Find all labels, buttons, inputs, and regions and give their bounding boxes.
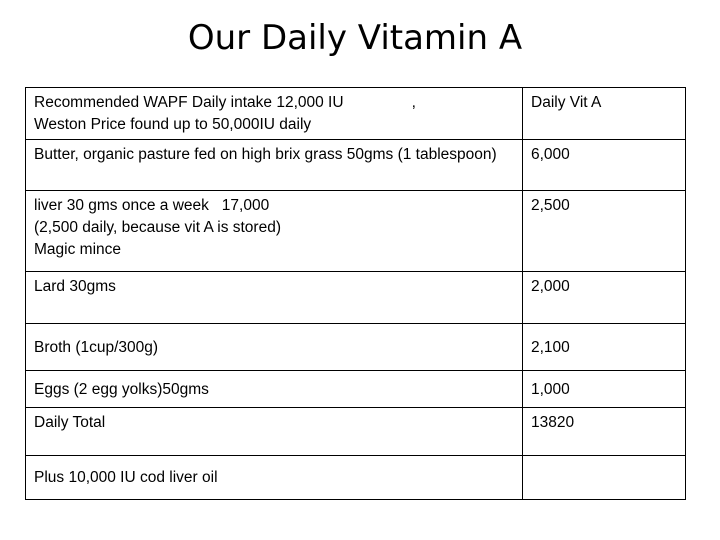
table-row xyxy=(26,456,686,500)
header-cell-daily-vit-a: Daily Vit A xyxy=(523,88,686,140)
row-value-liver: 2,500 xyxy=(523,191,686,272)
header-weston-price: Weston Price found up to 50,000IU daily xyxy=(34,116,312,133)
header-cell-source xyxy=(26,88,523,140)
row-value-eggs: 1,000 xyxy=(523,371,686,408)
row-label-cod-liver-oil: Plus 10,000 IU cod liver oil xyxy=(26,456,523,500)
table-row xyxy=(26,371,686,408)
slide-title: Our Daily Vitamin A xyxy=(187,18,523,58)
table-header-row xyxy=(26,88,686,140)
row-value-lard: 2,000 xyxy=(523,272,686,324)
row-label-liver: liver 30 gms once a week 17,000 (2,500 daily, because vit A is stored) Magic mince xyxy=(26,191,523,272)
vitamin-a-table xyxy=(25,87,686,500)
row-value-broth: 2,100 xyxy=(523,324,686,371)
row-label-broth: Broth (1cup/300g) xyxy=(26,324,523,371)
row-value-daily-total: 13820 xyxy=(523,408,686,456)
header-recommended-intake: Recommended WAPF Daily intake 12,000 IU xyxy=(34,94,344,111)
row-value-butter: 6,000 xyxy=(523,140,686,191)
row-label-butter: Butter, organic pasture fed on high brix grass 50gms (1 tablespoon) xyxy=(26,140,523,191)
row-value-cod-liver-oil xyxy=(523,456,686,500)
row-label-eggs: Eggs (2 egg yolks)50gms xyxy=(26,371,523,408)
row-label-daily-total: Daily Total xyxy=(26,408,523,456)
table-row xyxy=(26,140,686,191)
table-row xyxy=(26,408,686,456)
table-row xyxy=(26,191,686,272)
header-comma: , xyxy=(411,94,416,111)
table-row xyxy=(26,324,686,371)
table-row xyxy=(26,272,686,324)
row-label-lard: Lard 30gms xyxy=(26,272,523,324)
